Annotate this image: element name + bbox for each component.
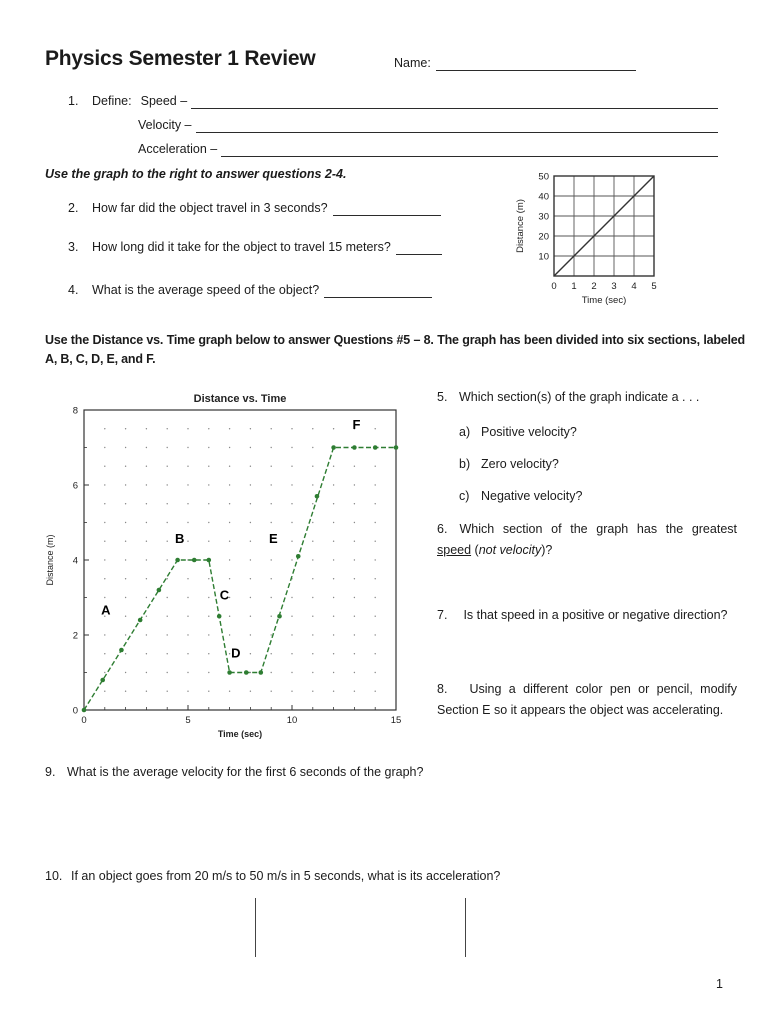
q5a-text: Positive velocity?: [481, 425, 577, 439]
svg-text:Distance vs. Time: Distance vs. Time: [193, 393, 287, 405]
question-10: [45, 868, 500, 884]
svg-text:20: 20: [538, 231, 549, 243]
q4-answer-blank: [324, 283, 432, 298]
svg-text:50: 50: [538, 171, 549, 183]
q3-number: 3.: [68, 240, 79, 254]
svg-text:E: E: [268, 531, 278, 547]
q2-number: 2.: [68, 201, 79, 215]
question-2: [68, 200, 441, 216]
q1-velocity-label: Velocity –: [138, 118, 192, 132]
svg-text:Time (sec): Time (sec): [581, 295, 627, 306]
svg-text:4: 4: [631, 281, 637, 292]
question-4: [68, 282, 432, 298]
svg-text:D: D: [231, 645, 241, 661]
svg-text:2: 2: [72, 630, 78, 642]
distance-vs-time-graph: [40, 390, 425, 742]
q2-answer-blank: [333, 201, 441, 216]
q7-number: 7.: [437, 608, 448, 622]
q4-text: What is the average speed of the object?: [92, 283, 320, 297]
page-number: 1: [716, 977, 723, 991]
svg-text:F: F: [352, 416, 361, 432]
svg-text:5: 5: [185, 715, 191, 726]
svg-text:6: 6: [72, 480, 78, 492]
svg-text:0: 0: [72, 705, 78, 717]
question-5b: [459, 456, 559, 472]
question-8: [437, 679, 737, 722]
question-6: [437, 519, 737, 562]
q5-text: Which section(s) of the graph indicate a . . .: [459, 390, 700, 404]
question-1-acceleration: [138, 141, 718, 157]
question-5a: [459, 424, 577, 440]
svg-text:5: 5: [651, 281, 657, 292]
q1-define-label: Define:: [92, 94, 132, 108]
q1-acceleration-blank: [221, 142, 718, 157]
q5-number: 5.: [437, 390, 448, 404]
name-field: [394, 55, 636, 71]
question-5: [437, 389, 737, 405]
question-3: [68, 239, 442, 255]
q5c-letter: c): [459, 489, 470, 503]
q3-text: How long did it take for the object to travel 15 meters?: [92, 240, 391, 254]
q6-text: Which section of the graph has the greatest: [459, 522, 737, 536]
svg-text:10: 10: [286, 715, 298, 726]
q4-number: 4.: [68, 283, 79, 297]
question-5c: [459, 488, 582, 504]
svg-text:0: 0: [551, 281, 557, 292]
work-table-divider-left: [255, 898, 256, 957]
q8-text: Using a different color pen or pencil, modify Section E so it appears the object was accelerating.: [437, 682, 737, 718]
instruction-questions-2-4: Use the graph to the right to answer questions 2-4.: [45, 167, 347, 181]
small-distance-time-graph: [512, 170, 668, 312]
name-label: Name:: [394, 56, 431, 70]
q6-not-velocity-italic: not velocity: [478, 543, 542, 558]
svg-text:Distance (m): Distance (m): [45, 534, 55, 586]
question-7: [437, 605, 737, 626]
question-9: [45, 764, 423, 780]
svg-text:2: 2: [591, 281, 597, 292]
name-blank: [436, 56, 636, 71]
work-table-divider-right: [465, 898, 466, 957]
q7-text: Is that speed in a positive or negative direction?: [463, 608, 728, 622]
svg-text:15: 15: [390, 715, 402, 726]
q5a-letter: a): [459, 425, 471, 439]
q10-text: If an object goes from 20 m/s to 50 m/s in 5 seconds, what is its acceleration?: [71, 869, 501, 883]
svg-text:3: 3: [611, 281, 617, 292]
q6-text-mid: (: [471, 543, 479, 558]
svg-text:Distance (m): Distance (m): [515, 199, 526, 253]
q1-speed-blank: [191, 94, 718, 109]
q1-acceleration-label: Acceleration –: [138, 142, 218, 156]
svg-text:0: 0: [81, 715, 87, 726]
question-1-velocity: [138, 117, 718, 133]
svg-text:4: 4: [72, 555, 78, 567]
question-1: [68, 93, 718, 109]
q1-velocity-blank: [196, 118, 718, 133]
svg-text:C: C: [219, 587, 230, 603]
q1-speed-label: Speed –: [140, 94, 188, 108]
svg-text:Time (sec): Time (sec): [217, 729, 263, 739]
q5b-letter: b): [459, 457, 471, 471]
svg-text:40: 40: [538, 191, 549, 203]
svg-text:10: 10: [538, 251, 549, 263]
svg-text:8: 8: [72, 405, 78, 417]
q6-speed-underlined: speed: [437, 543, 472, 558]
q1-number: 1.: [68, 94, 79, 108]
q6-text-after: )?: [541, 543, 553, 558]
svg-text:1: 1: [571, 281, 577, 292]
q6-number: 6.: [437, 522, 448, 536]
q5c-text: Negative velocity?: [481, 489, 583, 503]
page-title: Physics Semester 1 Review: [45, 47, 316, 70]
instruction-questions-5-8: Use the Distance vs. Time graph below to answer Questions #5 – 8. The graph has been divided into six sections, labeled A, B, C, D, E, and F.: [45, 333, 745, 367]
q3-answer-blank: [396, 240, 442, 255]
q9-text: What is the average velocity for the first 6 seconds of the graph?: [67, 765, 424, 779]
q8-number: 8.: [437, 682, 448, 696]
svg-text:A: A: [101, 602, 111, 618]
svg-text:B: B: [174, 531, 185, 547]
q5b-text: Zero velocity?: [481, 457, 559, 471]
svg-text:30: 30: [538, 211, 549, 223]
q10-number: 10.: [45, 869, 63, 883]
q2-text: How far did the object travel in 3 seconds?: [92, 201, 328, 215]
q9-number: 9.: [45, 765, 56, 779]
